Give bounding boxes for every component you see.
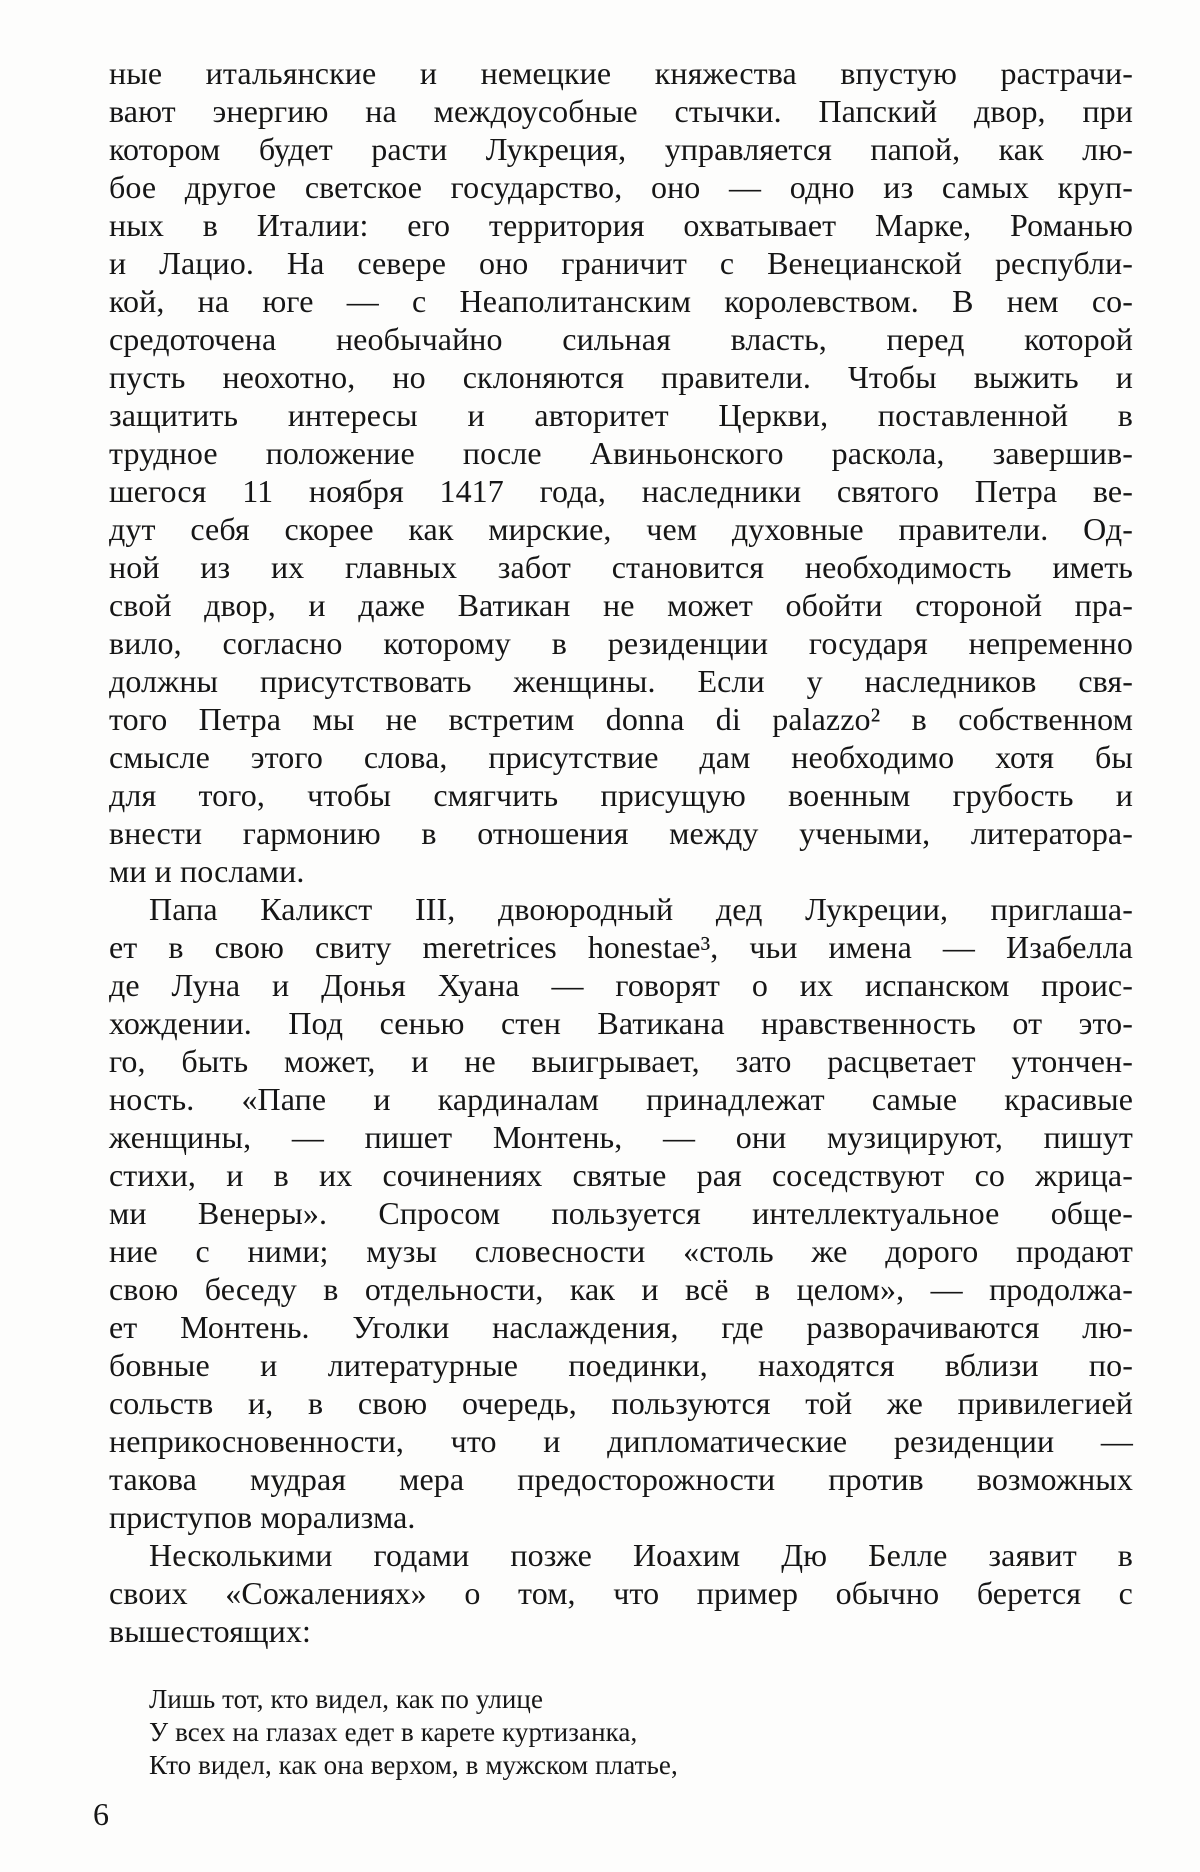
- text-line: ные итальянские и немецкие княжества впустую растрачи-: [109, 55, 1133, 91]
- text-line: свою беседу в отдельности, как и всё в целом», — продолжа-: [109, 1271, 1133, 1307]
- text-line: должны присутствовать женщины. Если у наследников свя-: [109, 663, 1133, 699]
- text-line: бовные и литературные поединки, находятся вблизи по-: [109, 1347, 1133, 1383]
- text-line: сольств и, в свою очередь, пользуются той же привилегией: [109, 1385, 1133, 1421]
- verse-line: У всех на глазах едет в карете куртизанка,: [149, 1717, 638, 1747]
- text-line: Несколькими годами позже Иоахим Дю Белле заявит в: [149, 1537, 1133, 1573]
- text-line: вило, согласно которому в резиденции государя непременно: [109, 625, 1133, 661]
- text-line: приступов морализма.: [109, 1499, 416, 1535]
- text-line: го, быть может, и не выигрывает, зато расцветает утончен-: [109, 1043, 1133, 1079]
- text-line: ных в Италии: его территория охватывает Марке, Романью: [109, 207, 1133, 243]
- body-text: [109, 54, 1133, 1650]
- text-line: и Лацио. На севере оно граничит с Венецианской республи-: [109, 245, 1133, 281]
- text-line: стихи, и в их сочинениях святые рая соседствуют со жрица-: [109, 1157, 1133, 1193]
- verse-line: Кто видел, как она верхом, в мужском платье,: [149, 1750, 678, 1780]
- text-line: того Петра мы не встретим donna di palazzo² в собственном: [109, 701, 1133, 737]
- text-line: шегося 11 ноября 1417 года, наследники святого Петра ве-: [109, 473, 1133, 509]
- text-line: трудное положение после Авиньонского раскола, завершив-: [109, 435, 1133, 471]
- text-line: ность. «Папе и кардиналам принадлежат самые красивые: [109, 1081, 1133, 1117]
- text-line: такова мудрая мера предосторожности против возможных: [109, 1461, 1133, 1497]
- text-line: женщины, — пишет Монтень, — они музицируют, пишут: [109, 1119, 1133, 1155]
- text-line: Папа Каликст III, двоюродный дед Лукреции, приглаша-: [149, 891, 1133, 927]
- text-line: ние с ними; музы словесности «столь же дорого продают: [109, 1233, 1133, 1269]
- text-line: бое другое светское государство, оно — одно из самых круп-: [109, 169, 1133, 205]
- page-number: 6: [93, 1796, 109, 1832]
- text-line: хождении. Под сенью стен Ватикана нравственность от это-: [109, 1005, 1133, 1041]
- text-line: средоточена необычайно сильная власть, перед которой: [109, 321, 1133, 357]
- text-line: де Луна и Донья Хуана — говорят о их испанском проис-: [109, 967, 1133, 1003]
- text-line: ет Монтень. Уголки наслаждения, где разворачиваются лю-: [109, 1309, 1133, 1345]
- text-line: внести гармонию в отношения между учеными, литератора-: [109, 815, 1133, 851]
- text-line: защитить интересы и авторитет Церкви, поставленной в: [109, 397, 1133, 433]
- text-line: вышестоящих:: [109, 1613, 311, 1649]
- text-line: неприкосновенности, что и дипломатические резиденции —: [109, 1423, 1133, 1459]
- text-line: ной из их главных забот становится необходимость иметь: [109, 549, 1133, 585]
- text-line: своих «Сожалениях» о том, что пример обычно берется с: [109, 1575, 1133, 1611]
- text-line: ми и послами.: [109, 853, 305, 889]
- text-line: свой двор, и даже Ватикан не может обойти стороной пра-: [109, 587, 1133, 623]
- text-line: дут себя скорее как мирские, чем духовные правители. Од-: [109, 511, 1133, 547]
- verse-line: Лишь тот, кто видел, как по улице: [149, 1684, 544, 1714]
- text-line: котором будет расти Лукреция, управляется папой, как лю-: [109, 131, 1133, 167]
- text-line: вают энергию на междоусобные стычки. Папский двор, при: [109, 93, 1133, 129]
- text-line: ет в свою свиту meretrices honestae³, чьи имена — Изабелла: [109, 929, 1133, 965]
- text-line: для того, чтобы смягчить присущую военным грубость и: [109, 777, 1133, 813]
- text-line: смысле этого слова, присутствие дам необходимо хотя бы: [109, 739, 1133, 775]
- text-line: ми Венеры». Спросом пользуется интеллектуальное обще-: [109, 1195, 1133, 1231]
- text-line: пусть неохотно, но склоняются правители. Чтобы выжить и: [109, 359, 1133, 395]
- text-line: кой, на юге — с Неаполитанским королевством. В нем со-: [109, 283, 1133, 319]
- verse-block: [149, 1683, 949, 1782]
